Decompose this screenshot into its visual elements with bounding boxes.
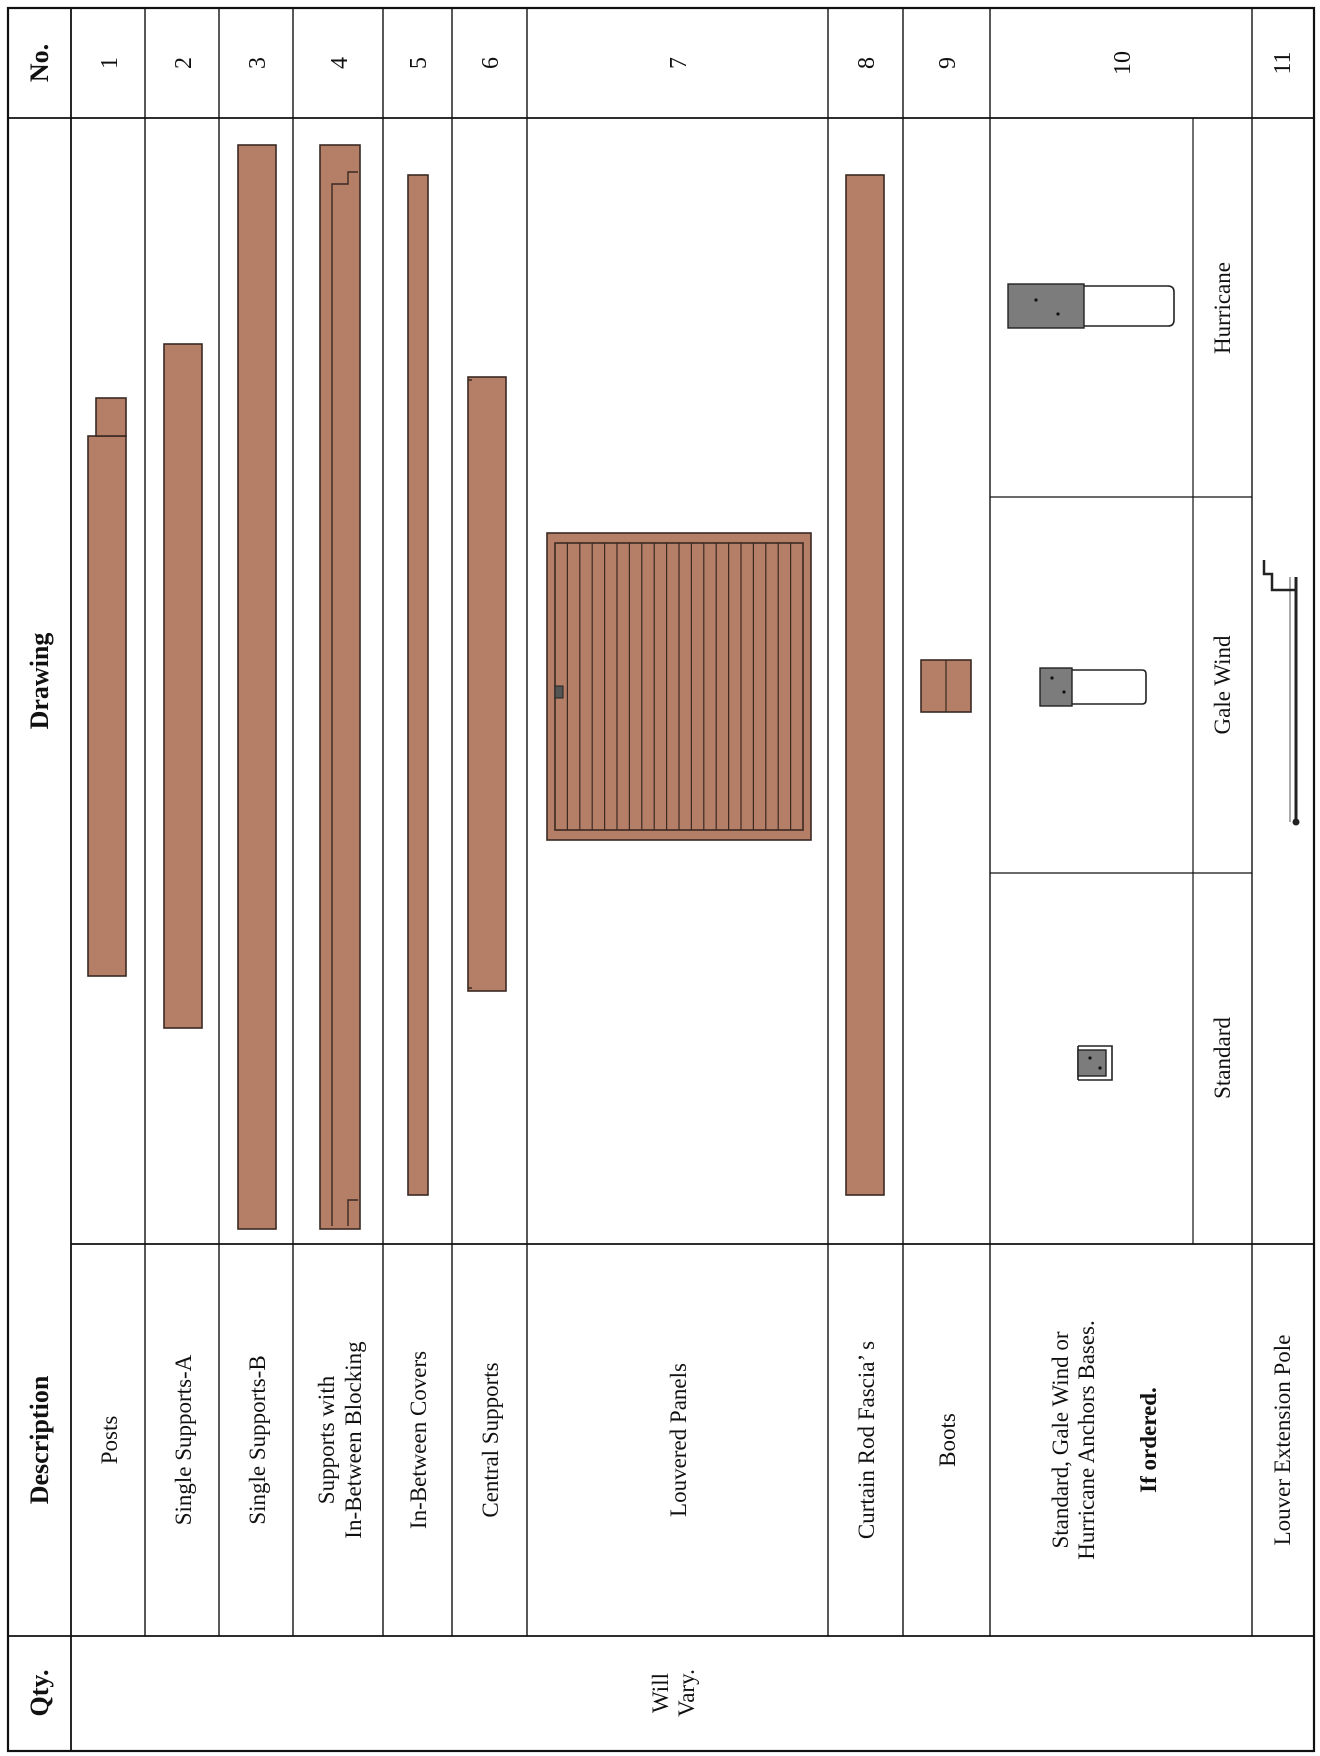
row-description: Hurricane Anchors Bases. bbox=[1074, 1320, 1099, 1560]
anchor-type-label: Hurricane bbox=[1210, 262, 1235, 354]
row-description: Louver Extension Pole bbox=[1270, 1334, 1295, 1546]
row-number: 9 bbox=[935, 57, 961, 69]
row-description: Standard, Gale Wind or bbox=[1048, 1331, 1073, 1549]
row-number: 3 bbox=[245, 57, 271, 69]
header-drawing: Drawing bbox=[25, 632, 54, 730]
post-drawing bbox=[88, 398, 126, 976]
row-number: 1 bbox=[97, 57, 123, 69]
row-description-bold: If ordered. bbox=[1136, 1387, 1161, 1493]
row-description: Posts bbox=[97, 1415, 122, 1465]
anchor-standard-drawing bbox=[1078, 1046, 1112, 1080]
row-number: 5 bbox=[406, 57, 432, 69]
single-support-a-drawing bbox=[164, 344, 202, 1028]
central-support-drawing bbox=[468, 377, 506, 991]
row-description: In-Between Covers bbox=[406, 1350, 431, 1530]
in-between-cover-drawing bbox=[408, 175, 428, 1195]
extension-pole-drawing bbox=[1264, 560, 1300, 826]
row-number: 8 bbox=[854, 57, 880, 69]
anchor-type-label: Gale Wind bbox=[1210, 635, 1235, 735]
row-number: 11 bbox=[1270, 51, 1296, 75]
anchor-gale-wind-drawing bbox=[1040, 668, 1146, 706]
row-number: 2 bbox=[171, 57, 197, 69]
row-description: Curtain Rod Fascia’ s bbox=[854, 1340, 879, 1540]
row-number: 6 bbox=[478, 57, 504, 69]
row-description: Single Supports-B bbox=[245, 1355, 270, 1525]
curtain-rod-fascia-drawing bbox=[846, 175, 884, 1195]
blocked-support-drawing bbox=[320, 145, 360, 1229]
row-description: Boots bbox=[935, 1413, 960, 1467]
row-description: Single Supports-A bbox=[171, 1354, 196, 1526]
header-description: Description bbox=[25, 1375, 54, 1505]
header-no: No. bbox=[25, 43, 54, 83]
anchor-type-label: Standard bbox=[1210, 1017, 1235, 1099]
anchor-hurricane-drawing bbox=[1008, 284, 1174, 328]
table-grid bbox=[8, 8, 1314, 1751]
row-description: Central Supports bbox=[478, 1362, 503, 1518]
row-number: 10 bbox=[1110, 51, 1136, 75]
qty-note-line-2: Vary. bbox=[674, 1669, 699, 1717]
boot-drawing bbox=[921, 660, 971, 712]
row-description: In-Between Blocking bbox=[341, 1341, 366, 1539]
row-number: 4 bbox=[327, 57, 353, 69]
row-number: 7 bbox=[666, 57, 692, 69]
header-qty: Qty. bbox=[25, 1669, 54, 1717]
qty-note-line-1: Will bbox=[648, 1673, 673, 1713]
row-description: Louvered Panels bbox=[666, 1363, 691, 1517]
single-support-b-drawing bbox=[238, 145, 276, 1229]
row-description: Supports with bbox=[314, 1375, 339, 1505]
louvered-panel-drawing bbox=[547, 533, 811, 840]
